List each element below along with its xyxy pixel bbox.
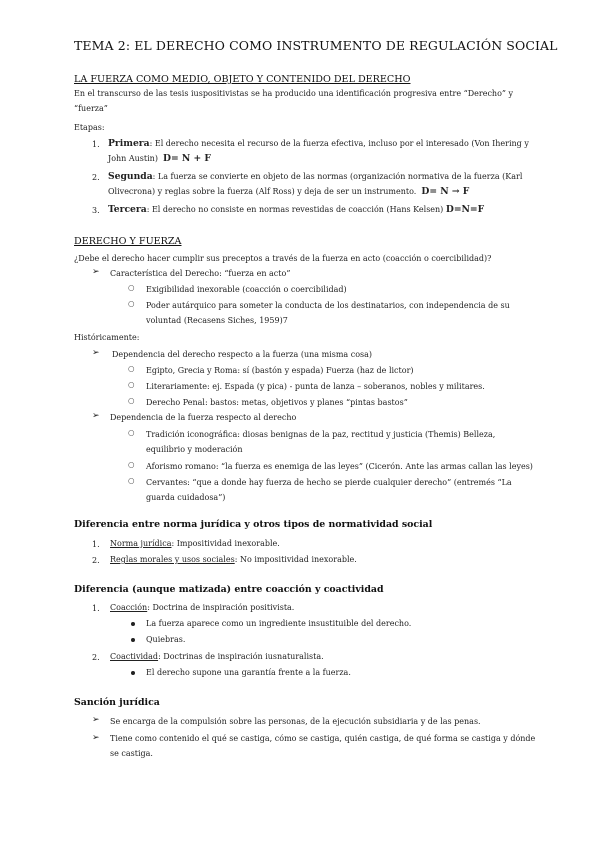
stage-number: 2. bbox=[92, 173, 100, 182]
arrow-bullet-icon: ➢ bbox=[92, 733, 100, 743]
characteristic-item: voluntad (Recasens Siches, 1959)7 bbox=[146, 316, 288, 325]
bullet-item: Quiebras. bbox=[146, 635, 186, 644]
bullet-item: La fuerza aparece como un ingrediente insustituible del derecho. bbox=[146, 619, 412, 628]
stage-number: 3. bbox=[92, 206, 100, 215]
circle-bullet-icon: ○ bbox=[128, 299, 135, 308]
stage-name: Primera bbox=[108, 138, 150, 149]
stage-formula: D= N → F bbox=[421, 186, 470, 197]
circle-bullet-icon: ○ bbox=[128, 460, 135, 469]
stage-number: 1. bbox=[92, 140, 100, 149]
list-text: : Doctrinas de inspiración iusnaturalista. bbox=[158, 652, 324, 661]
dependence-label: Dependencia del derecho respecto a la fuerza (una misma cosa) bbox=[112, 350, 373, 359]
circle-bullet-icon: ○ bbox=[128, 428, 135, 437]
bullet-dot-icon bbox=[131, 671, 135, 675]
list-number: 2. bbox=[92, 556, 100, 565]
circle-bullet-icon: ○ bbox=[128, 396, 135, 405]
sancion-item: Tiene como contenido el qué se castiga, cómo se castiga, quién castiga, de qué forma se castiga y dónde bbox=[110, 734, 536, 743]
dependence-item: guarda cuidadosa”) bbox=[146, 493, 226, 502]
dependence-item: Tradición iconográfica: diosas benignas de la paz, rectitud y justicia (Themis) Belleza, bbox=[146, 430, 496, 439]
list-term: Coactividad bbox=[110, 652, 159, 661]
list-term: Coacción bbox=[110, 603, 148, 612]
circle-bullet-icon: ○ bbox=[128, 380, 135, 389]
arrow-bullet-icon: ➢ bbox=[92, 411, 100, 421]
stage-line bbox=[108, 184, 469, 200]
stage-line bbox=[108, 169, 522, 185]
list-text: : Doctrina de inspiración positivista. bbox=[147, 603, 295, 612]
list-item bbox=[110, 536, 280, 552]
dependence-item: Cervantes: “que a donde hay fuerza de hecho se pierde cualquier derecho” (entremés “La bbox=[146, 478, 512, 487]
intro-text-line1: En el transcurso de las tesis iuspositivistas se ha producido una identificación progresiva entre “Derecho” y bbox=[74, 89, 514, 98]
section-heading-norma-juridica: Diferencia entre norma jurídica y otros tipos de normatividad social bbox=[74, 519, 433, 530]
arrow-bullet-icon: ➢ bbox=[92, 715, 100, 725]
list-item bbox=[110, 649, 324, 665]
section-heading-coaccion: Diferencia (aunque matizada) entre coacción y coactividad bbox=[74, 584, 384, 595]
section-heading-derecho-fuerza: DERECHO Y FUERZA bbox=[74, 236, 182, 247]
stage-description: : El derecho necesita el recurso de la fuerza efectiva, incluso por el interesado (Von Ihering y bbox=[149, 139, 529, 148]
list-term: Reglas morales y usos sociales bbox=[110, 555, 235, 564]
stage-description: Olivecrona) y reglas sobre la fuerza (Alf Ross) y deja de ser un instrumento. bbox=[108, 187, 417, 196]
stage-formula: D= N + F bbox=[163, 153, 211, 164]
list-number: 1. bbox=[92, 540, 100, 549]
dependence-item: Literariamente: ej. Espada (y pica) - punta de lanza – soberanos, nobles y militares. bbox=[146, 382, 485, 391]
bullet-dot-icon bbox=[131, 622, 135, 626]
stage-name: Segunda bbox=[108, 171, 153, 182]
list-item bbox=[110, 552, 357, 568]
stage-line bbox=[108, 136, 529, 152]
list-term: Norma jurídica bbox=[110, 539, 172, 548]
bullet-item: El derecho supone una garantía frente a la fuerza. bbox=[146, 668, 351, 677]
arrow-bullet-icon: ➢ bbox=[92, 267, 100, 277]
section-heading-sancion: Sanción jurídica bbox=[74, 697, 160, 708]
circle-bullet-icon: ○ bbox=[128, 476, 135, 485]
list-number: 2. bbox=[92, 653, 100, 662]
list-number: 1. bbox=[92, 604, 100, 613]
circle-bullet-icon: ○ bbox=[128, 364, 135, 373]
stage-line bbox=[108, 151, 211, 167]
sancion-item: se castiga. bbox=[110, 749, 153, 758]
stage-line bbox=[108, 202, 484, 218]
stage-description: : El derecho no consiste en normas revestidas de coacción (Hans Kelsen) bbox=[146, 205, 444, 214]
historicamente-label: Históricamente: bbox=[74, 333, 140, 342]
list-text: : Impositividad inexorable. bbox=[171, 539, 280, 548]
dependence-item: Derecho Penal: bastos: metas, objetivos y planes “pintas bastos” bbox=[146, 398, 408, 407]
section-heading-fuerza-medio: LA FUERZA COMO MEDIO, OBJETO Y CONTENIDO DEL DERECHO bbox=[74, 74, 411, 85]
sancion-item: Se encarga de la compulsión sobre las personas, de la ejecución subsidiaria y de las penas. bbox=[110, 717, 481, 726]
stage-formula: D=N=F bbox=[445, 204, 485, 215]
circle-bullet-icon: ○ bbox=[128, 283, 135, 292]
dependence-item: Egipto, Grecia y Roma: sí (bastón y espada) Fuerza (haz de lictor) bbox=[146, 366, 414, 375]
characteristic-label: Característica del Derecho: “fuerza en acto” bbox=[110, 269, 291, 278]
list-text: : No impositividad inexorable. bbox=[234, 555, 357, 564]
characteristic-item: Exigibilidad inexorable (coacción o coercibilidad) bbox=[146, 285, 347, 294]
dependence-item: Aforismo romano: “la fuerza es enemiga de las leyes” (Cicerón. Ante las armas callan las leyes) bbox=[146, 462, 533, 471]
intro-text-line2: “fuerza” bbox=[74, 104, 108, 113]
stage-description: : La fuerza se convierte en objeto de las normas (organización normativa de la fuerza (Karl bbox=[152, 172, 523, 181]
question-text: ¿Debe el derecho hacer cumplir sus preceptos a través de la fuerza en acto (coacción o coercibilidad)? bbox=[74, 254, 492, 263]
arrow-bullet-icon: ➢ bbox=[92, 348, 100, 358]
etapas-label: Etapas: bbox=[74, 123, 105, 132]
stage-description: John Austin) bbox=[108, 154, 158, 163]
dependence-item: equilibrio y moderación bbox=[146, 445, 243, 454]
dependence-label: Dependencia de la fuerza respecto al derecho bbox=[110, 413, 297, 422]
bullet-dot-icon bbox=[131, 638, 135, 642]
list-item bbox=[110, 600, 294, 616]
stage-name: Tercera bbox=[108, 204, 147, 215]
characteristic-item: Poder autárquico para someter la conducta de los destinatarios, con independencia de su bbox=[146, 301, 510, 310]
document-title: TEMA 2: EL DERECHO COMO INSTRUMENTO DE REGULACIÓN SOCIAL bbox=[74, 38, 558, 53]
